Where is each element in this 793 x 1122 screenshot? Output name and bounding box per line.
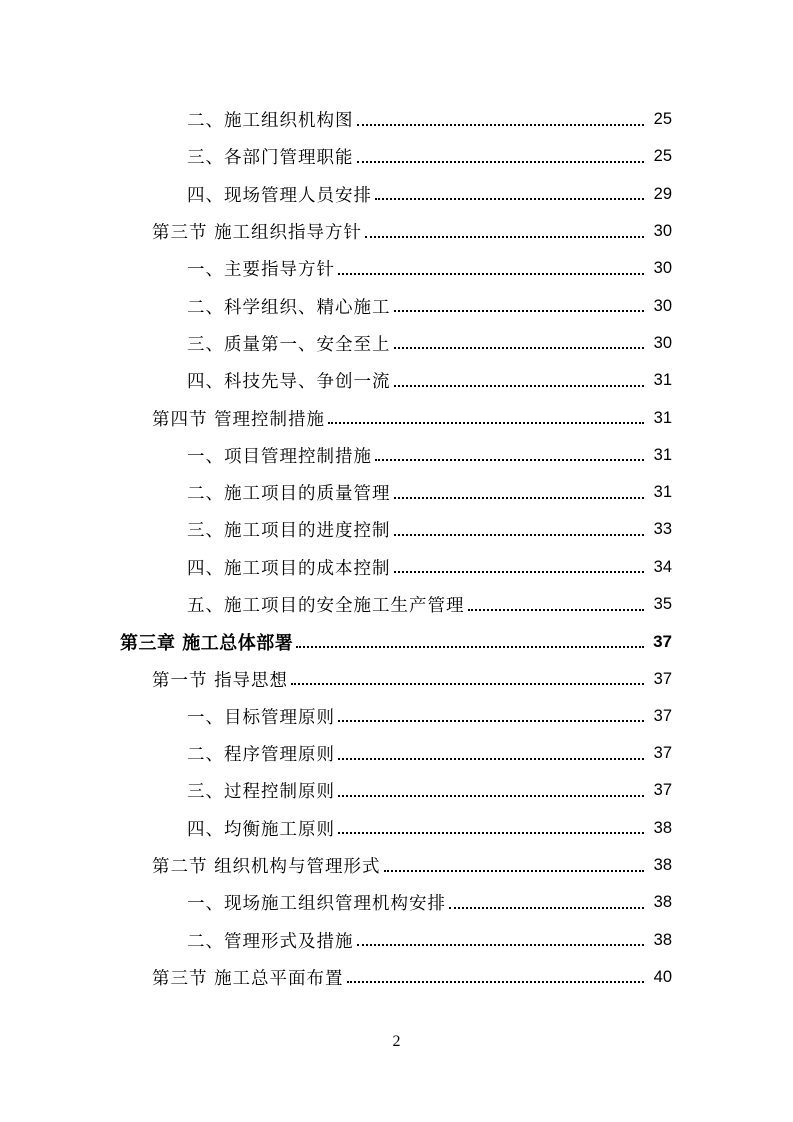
toc-dot-leader — [291, 683, 644, 685]
toc-entry-label: 二、程序管理原则 — [187, 741, 335, 766]
toc-entry-label: 第四节 管理控制措施 — [152, 406, 325, 431]
toc-entry-page: 37 — [653, 669, 672, 688]
toc-entry-label: 三、各部门管理职能 — [187, 144, 354, 169]
toc-entry[interactable] — [0, 362, 793, 399]
toc-dot-leader — [296, 646, 644, 648]
toc-entry[interactable] — [0, 101, 793, 138]
toc-entry-page: 38 — [653, 818, 672, 837]
toc-section-entry[interactable] — [0, 213, 793, 250]
toc-entry[interactable] — [0, 325, 793, 362]
toc-entry-page: 34 — [653, 557, 672, 576]
toc-entry-page: 38 — [653, 856, 672, 875]
toc-section-entry[interactable] — [0, 660, 793, 697]
toc-entry-page: 29 — [653, 184, 672, 203]
toc-entry-label: 四、施工项目的成本控制 — [187, 555, 391, 580]
toc-entry-label: 二、科学组织、精心施工 — [187, 294, 391, 319]
toc-entry[interactable] — [0, 698, 793, 735]
toc-entry-label: 四、均衡施工原则 — [187, 816, 335, 841]
toc-dot-leader — [357, 944, 645, 946]
toc-dot-leader — [394, 571, 645, 573]
toc-entry-label: 第三节 施工组织指导方针 — [152, 219, 362, 244]
toc-entry[interactable] — [0, 810, 793, 847]
toc-dot-leader — [338, 795, 644, 797]
toc-entry[interactable] — [0, 586, 793, 623]
toc-entry-page: 40 — [653, 967, 672, 986]
toc-entry-page: 35 — [653, 595, 672, 613]
toc-entry-label: 三、过程控制原则 — [187, 778, 335, 803]
toc-entry[interactable] — [0, 735, 793, 772]
toc-dot-leader — [394, 497, 645, 499]
toc-entry[interactable] — [0, 437, 793, 474]
toc-chapter-label: 第三章 施工总体部署 — [120, 629, 293, 655]
toc-entry-label: 第一节 指导思想 — [152, 667, 288, 692]
toc-entry-label: 一、现场施工组织管理机构安排 — [187, 890, 446, 915]
toc-entry-label: 第二节 组织机构与管理形式 — [152, 853, 381, 878]
toc-entry[interactable] — [0, 250, 793, 287]
toc-dot-leader — [384, 870, 644, 872]
toc-dot-leader — [394, 347, 645, 349]
toc-section-entry[interactable] — [0, 959, 793, 996]
page-number: 2 — [392, 1033, 401, 1050]
toc-entry-label: 二、管理形式及措施 — [187, 928, 354, 953]
toc-dot-leader — [365, 236, 644, 238]
toc-entry-page: 37 — [653, 631, 672, 651]
toc-entry-label: 三、施工项目的进度控制 — [187, 517, 391, 542]
toc-entry[interactable] — [0, 922, 793, 959]
toc-entry-label: 二、施工组织机构图 — [187, 107, 354, 132]
toc-entry-label: 四、科技先导、争创一流 — [187, 368, 391, 393]
toc-dot-leader — [468, 609, 645, 611]
toc-entry-label: 一、目标管理原则 — [187, 704, 335, 729]
toc-entry-page: 31 — [653, 408, 672, 427]
toc-entry-page: 25 — [653, 110, 672, 129]
toc-dot-leader — [357, 161, 645, 163]
toc-entry-label: 第三节 施工总平面布置 — [152, 965, 344, 990]
toc-entry-label: 四、现场管理人员安排 — [187, 182, 372, 207]
toc-section-entry[interactable] — [0, 399, 793, 436]
toc-dot-leader — [375, 198, 644, 200]
toc-dot-leader — [394, 385, 645, 387]
toc-entry-label: 五、施工项目的安全施工生产管理 — [187, 592, 465, 617]
toc-entry-page: 38 — [653, 930, 672, 949]
toc-dot-leader — [338, 758, 644, 760]
toc-entry[interactable] — [0, 511, 793, 548]
toc-dot-leader — [375, 459, 644, 461]
toc-dot-leader — [394, 310, 645, 312]
toc-entry-page: 30 — [653, 333, 672, 352]
toc-entry-page: 30 — [653, 222, 672, 241]
toc-entry-page: 38 — [653, 893, 672, 912]
toc-dot-leader — [338, 720, 644, 722]
toc-dot-leader — [449, 907, 644, 909]
toc-entry-page: 30 — [653, 259, 672, 278]
toc-entry-page: 25 — [653, 147, 672, 166]
toc-entry[interactable] — [0, 772, 793, 809]
toc-dot-leader — [338, 832, 644, 834]
toc-dot-leader — [394, 534, 645, 536]
table-of-contents — [0, 101, 793, 996]
toc-entry[interactable] — [0, 138, 793, 175]
toc-dot-leader — [357, 124, 645, 126]
toc-entry-label: 一、项目管理控制措施 — [187, 443, 372, 468]
toc-dot-leader — [338, 273, 644, 275]
toc-dot-leader — [347, 981, 644, 983]
toc-entry-page: 31 — [653, 445, 672, 464]
toc-entry-page: 37 — [653, 706, 672, 725]
toc-entry-page: 31 — [653, 371, 672, 390]
toc-entry[interactable] — [0, 176, 793, 213]
toc-entry-page: 37 — [653, 744, 672, 763]
toc-entry-label: 一、主要指导方针 — [187, 256, 335, 281]
toc-entry[interactable] — [0, 287, 793, 324]
toc-section-entry[interactable] — [0, 847, 793, 884]
toc-chapter-entry[interactable] — [0, 623, 793, 660]
toc-entry-label: 二、施工项目的质量管理 — [187, 480, 391, 505]
toc-entry-page: 33 — [653, 520, 672, 539]
toc-entry[interactable] — [0, 474, 793, 511]
toc-entry[interactable] — [0, 549, 793, 586]
toc-entry-label: 三、质量第一、安全至上 — [187, 331, 391, 356]
toc-dot-leader — [328, 422, 644, 424]
toc-entry-page: 37 — [653, 781, 672, 800]
toc-entry[interactable] — [0, 884, 793, 921]
toc-entry-page: 31 — [653, 483, 672, 502]
toc-entry-page: 30 — [653, 296, 672, 315]
